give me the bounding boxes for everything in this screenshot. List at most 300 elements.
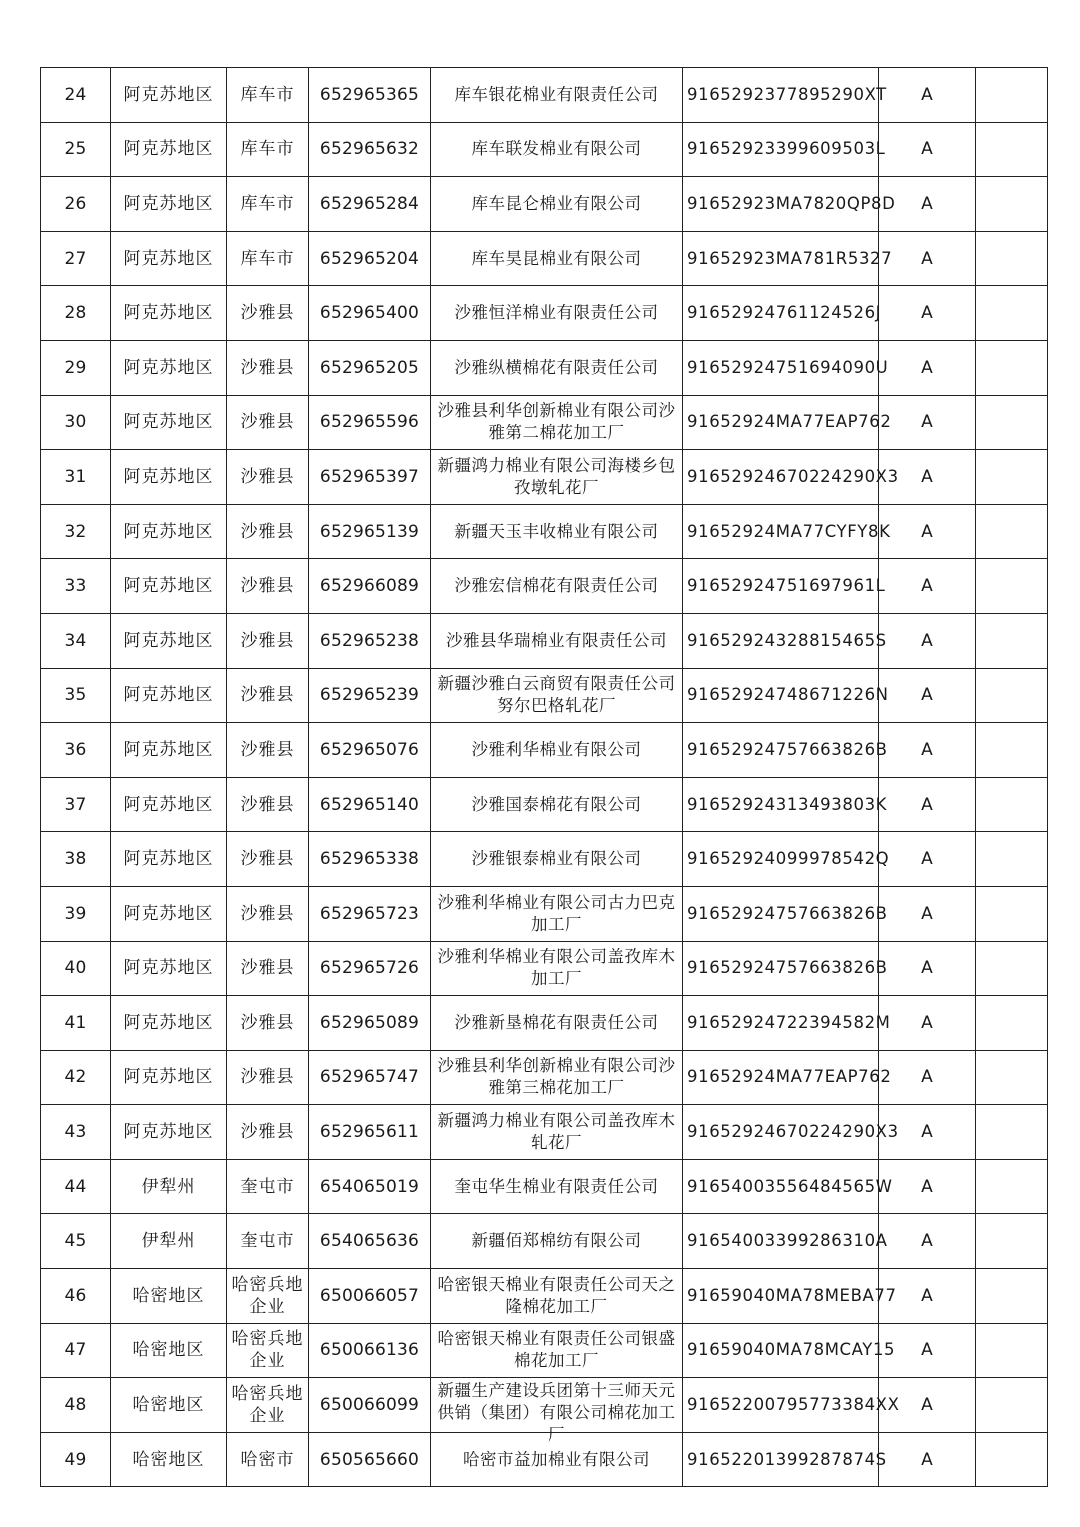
table-row: [41, 231, 1048, 286]
credit-code-cell-text: 91652924748671226N: [687, 685, 889, 705]
grade-cell: [879, 941, 976, 996]
region-cell-text: 伊犁州: [141, 1231, 196, 1252]
county-cell: [227, 1105, 309, 1160]
enterprise-code-cell-text: 652965747: [319, 1067, 420, 1088]
note-cell: [976, 996, 1048, 1051]
region-cell: [111, 1432, 227, 1487]
table-row: [41, 340, 1048, 395]
note-cell: [976, 1050, 1048, 1105]
credit-code-cell-text: 91652924MA77EAP762: [687, 1067, 892, 1087]
note-cell: [976, 1159, 1048, 1214]
table-row: [41, 1269, 1048, 1324]
credit-code-cell-text: 91652924099978542Q: [687, 849, 890, 869]
region-cell-text: 阿克苏地区: [123, 685, 214, 706]
table-row: [41, 1378, 1048, 1433]
row-number-cell-text: 39: [64, 903, 87, 924]
company-name-cell-text: 沙雅利华棉业有限公司: [471, 739, 642, 759]
region-cell-text: 阿克苏地区: [123, 412, 214, 433]
region-cell: [111, 450, 227, 505]
enterprise-code-cell: [309, 613, 431, 668]
credit-code-cell-text: 91659040MA78MEBA77: [687, 1285, 897, 1305]
grade-cell-text: A: [921, 193, 933, 214]
grade-cell-text: A: [921, 1449, 933, 1470]
grade-cell: [879, 1432, 976, 1487]
table-row: [41, 177, 1048, 232]
county-cell-text: 沙雅县: [240, 903, 295, 924]
note-cell: [976, 1269, 1048, 1324]
region-cell: [111, 231, 227, 286]
credit-code-cell: [683, 68, 887, 123]
enterprise-code-cell-text: 652965611: [319, 1122, 420, 1143]
grade-cell: [879, 68, 976, 123]
credit-code-cell: [683, 231, 893, 286]
enterprise-code-cell-text: 652965400: [319, 303, 420, 324]
credit-code-cell: [683, 996, 891, 1051]
row-number-cell-text: 40: [64, 958, 87, 979]
grade-cell: [879, 886, 976, 941]
enterprise-code-cell: [309, 1323, 431, 1378]
table-row: [41, 450, 1048, 505]
enterprise-code-cell: [309, 340, 431, 395]
grade-cell: [879, 613, 976, 668]
row-number-cell-text: 43: [64, 1122, 87, 1143]
credit-code-cell: [683, 941, 888, 996]
grade-cell: [879, 504, 976, 559]
credit-code-cell-text: 9165292377895290XT: [687, 84, 887, 104]
table-row: [41, 723, 1048, 778]
region-cell: [111, 1269, 227, 1324]
grade-cell-text: A: [921, 903, 933, 924]
enterprise-table: [40, 67, 1048, 1487]
credit-code-cell-text: 91652924751697961L: [687, 576, 886, 596]
note-cell: [976, 68, 1048, 123]
table-row: [41, 1159, 1048, 1214]
county-cell: [227, 1432, 309, 1487]
table-row: [41, 504, 1048, 559]
county-cell: [227, 1323, 309, 1378]
enterprise-code-cell: [309, 832, 431, 887]
row-number-cell: [41, 886, 111, 941]
company-name-cell-text: 沙雅宏信棉花有限责任公司: [454, 576, 659, 596]
region-cell: [111, 1159, 227, 1214]
row-number-cell: [41, 613, 111, 668]
grade-cell-text: A: [921, 794, 933, 815]
credit-code-cell-text: 91659040MA78MCAY15: [687, 1340, 896, 1360]
enterprise-code-cell: [309, 886, 431, 941]
region-cell-text: 阿克苏地区: [123, 630, 214, 651]
table-row: [41, 1050, 1048, 1105]
credit-code-cell: [683, 450, 899, 505]
enterprise-code-cell: [309, 777, 431, 832]
enterprise-code-cell: [309, 450, 431, 505]
company-name-cell: [431, 68, 683, 123]
table-row: [41, 832, 1048, 887]
company-name-cell: [431, 1378, 683, 1444]
row-number-cell: [41, 1378, 111, 1433]
note-cell: [976, 1378, 1048, 1433]
enterprise-code-cell-text: 652965632: [319, 139, 420, 160]
credit-code-cell-text: 91652924757663826B: [687, 903, 888, 923]
county-cell-text: 沙雅县: [240, 521, 295, 542]
grade-cell: [879, 1159, 976, 1214]
region-cell-text: 哈密地区: [132, 1395, 205, 1416]
enterprise-code-cell: [309, 996, 431, 1051]
grade-cell-text: A: [921, 1176, 933, 1197]
county-cell: [227, 559, 309, 614]
region-cell-text: 阿克苏地区: [123, 739, 214, 760]
region-cell-text: 伊犁州: [141, 1176, 196, 1197]
row-number-cell-text: 31: [64, 466, 87, 487]
company-name-cell-text: 沙雅国泰棉花有限公司: [471, 794, 642, 814]
row-number-cell-text: 26: [64, 193, 87, 214]
county-cell-text: 库车市: [240, 84, 295, 105]
region-cell-text: 哈密地区: [132, 1285, 205, 1306]
county-cell-text: 沙雅县: [240, 466, 295, 487]
row-number-cell-text: 29: [64, 357, 87, 378]
enterprise-code-cell: [309, 1214, 431, 1269]
grade-cell: [879, 723, 976, 778]
credit-code-cell-text: 91652924313493803K: [687, 794, 888, 814]
enterprise-code-cell-text: 650066057: [319, 1285, 420, 1306]
row-number-cell-text: 42: [64, 1067, 87, 1088]
region-cell-text: 阿克苏地区: [123, 248, 214, 269]
county-cell-text: 沙雅县: [240, 739, 295, 760]
row-number-cell: [41, 340, 111, 395]
grade-cell-text: A: [921, 1067, 933, 1088]
enterprise-table-container: [40, 67, 1047, 1487]
enterprise-code-cell: [309, 1269, 431, 1324]
county-cell: [227, 286, 309, 341]
row-number-cell-text: 49: [64, 1449, 87, 1470]
grade-cell-text: A: [921, 849, 933, 870]
note-cell: [976, 559, 1048, 614]
enterprise-code-cell-text: 650066099: [319, 1395, 420, 1416]
county-cell: [227, 886, 309, 941]
company-name-cell-text: 哈密市益加棉业有限公司: [463, 1449, 650, 1469]
note-cell: [976, 286, 1048, 341]
company-name-cell-text: 沙雅利华棉业有限公司古力巴克加工厂: [437, 892, 676, 934]
credit-code-cell: [683, 1105, 899, 1160]
row-number-cell-text: 45: [64, 1231, 87, 1252]
row-number-cell-text: 33: [64, 576, 87, 597]
region-cell-text: 阿克苏地区: [123, 139, 214, 160]
region-cell: [111, 1214, 227, 1269]
company-name-cell-text: 沙雅新垦棉花有限责任公司: [454, 1012, 659, 1032]
row-number-cell: [41, 286, 111, 341]
company-name-cell-text: 库车联发棉业有限公司: [471, 139, 642, 159]
grade-cell-text: A: [921, 630, 933, 651]
enterprise-code-cell-text: 650066136: [319, 1340, 420, 1361]
enterprise-code-cell: [309, 286, 431, 341]
row-number-cell-text: 48: [64, 1395, 87, 1416]
row-number-cell: [41, 1323, 111, 1378]
county-cell: [227, 231, 309, 286]
company-name-cell: [431, 1323, 683, 1378]
note-cell: [976, 832, 1048, 887]
grade-cell-text: A: [921, 84, 933, 105]
company-name-cell-text: 新疆鸿力棉业有限公司海楼乡包孜墩轧花厂: [437, 455, 676, 497]
credit-code-cell: [683, 1323, 896, 1378]
credit-code-cell: [683, 777, 888, 832]
table-row: [41, 286, 1048, 341]
credit-code-cell-text: 91652201399287874S: [687, 1449, 887, 1469]
grade-cell: [879, 395, 976, 450]
county-cell: [227, 504, 309, 559]
region-cell: [111, 504, 227, 559]
county-cell-text: 奎屯市: [240, 1231, 295, 1252]
credit-code-cell-text: 91652924761124526J: [687, 303, 882, 323]
region-cell: [111, 68, 227, 123]
grade-cell-text: A: [921, 1340, 933, 1361]
company-name-cell: [431, 122, 683, 177]
company-name-cell-text: 沙雅利华棉业有限公司盖孜库木加工厂: [437, 947, 676, 989]
row-number-cell-text: 35: [64, 685, 87, 706]
credit-code-cell-text: 91652924MA77CYFY8K: [687, 521, 891, 541]
enterprise-code-cell-text: 654065636: [319, 1231, 420, 1252]
enterprise-code-cell: [309, 941, 431, 996]
enterprise-code-cell: [309, 559, 431, 614]
region-cell-text: 阿克苏地区: [123, 466, 214, 487]
enterprise-code-cell: [309, 231, 431, 286]
credit-code-cell: [683, 286, 882, 341]
note-cell: [976, 1323, 1048, 1378]
table-row: [41, 777, 1048, 832]
note-cell: [976, 450, 1048, 505]
company-name-cell: [431, 450, 683, 505]
row-number-cell-text: 44: [64, 1176, 87, 1197]
region-cell-text: 阿克苏地区: [123, 576, 214, 597]
company-name-cell-text: 库车昆仑棉业有限公司: [471, 193, 642, 213]
note-cell: [976, 395, 1048, 450]
enterprise-code-cell-text: 652965140: [319, 794, 420, 815]
grade-cell-text: A: [921, 1395, 933, 1416]
company-name-cell-text: 沙雅银泰棉业有限公司: [471, 849, 642, 869]
row-number-cell: [41, 668, 111, 723]
row-number-cell: [41, 1269, 111, 1324]
table-row: [41, 68, 1048, 123]
row-number-cell: [41, 777, 111, 832]
enterprise-code-cell-text: 654065019: [319, 1176, 420, 1197]
company-name-cell-text: 新疆天玉丰收棉业有限公司: [454, 521, 659, 541]
company-name-cell: [431, 395, 683, 450]
company-name-cell: [431, 1105, 683, 1160]
county-cell-text: 沙雅县: [240, 303, 295, 324]
note-cell: [976, 122, 1048, 177]
enterprise-code-cell: [309, 1105, 431, 1160]
region-cell: [111, 177, 227, 232]
credit-code-cell-text: 91652923399609503L: [687, 139, 886, 159]
region-cell: [111, 613, 227, 668]
row-number-cell: [41, 450, 111, 505]
grade-cell: [879, 231, 976, 286]
row-number-cell: [41, 1432, 111, 1487]
grade-cell-text: A: [921, 1285, 933, 1306]
county-cell: [227, 450, 309, 505]
table-row: [41, 122, 1048, 177]
company-name-cell: [431, 559, 683, 614]
row-number-cell: [41, 231, 111, 286]
company-name-cell: [431, 231, 683, 286]
grade-cell: [879, 832, 976, 887]
row-number-cell: [41, 832, 111, 887]
company-name-cell: [431, 1159, 683, 1214]
credit-code-cell-text: 91652924757663826B: [687, 958, 888, 978]
credit-code-cell-text: 91652200795773384XX: [687, 1395, 900, 1415]
county-cell: [227, 613, 309, 668]
region-cell-text: 阿克苏地区: [123, 357, 214, 378]
credit-code-cell: [683, 177, 896, 232]
company-name-cell-text: 新疆鸿力棉业有限公司盖孜库木轧花厂: [437, 1111, 676, 1153]
note-cell: [976, 1432, 1048, 1487]
credit-code-cell: [683, 1269, 897, 1324]
grade-cell-text: A: [921, 412, 933, 433]
enterprise-code-cell-text: 652965284: [319, 193, 420, 214]
table-row: [41, 613, 1048, 668]
county-cell: [227, 1378, 309, 1433]
credit-code-cell-text: 91652924670224290X3: [687, 1122, 899, 1142]
county-cell-text: 沙雅县: [240, 685, 295, 706]
note-cell: [976, 1214, 1048, 1269]
table-row: [41, 1323, 1048, 1378]
region-cell: [111, 1050, 227, 1105]
note-cell: [976, 886, 1048, 941]
region-cell-text: 阿克苏地区: [123, 1122, 214, 1143]
county-cell: [227, 668, 309, 723]
grade-cell: [879, 122, 976, 177]
county-cell: [227, 1214, 309, 1269]
company-name-cell-text: 沙雅县华瑞棉业有限责任公司: [446, 630, 667, 650]
county-cell-text: 沙雅县: [240, 1122, 295, 1143]
enterprise-code-cell: [309, 1159, 431, 1214]
credit-code-cell: [683, 1432, 887, 1487]
county-cell-text: 沙雅县: [240, 1067, 295, 1088]
grade-cell: [879, 1050, 976, 1105]
company-name-cell: [431, 1269, 683, 1324]
note-cell: [976, 613, 1048, 668]
region-cell: [111, 668, 227, 723]
county-cell-text: 沙雅县: [240, 630, 295, 651]
row-number-cell-text: 46: [64, 1285, 87, 1306]
county-cell: [227, 122, 309, 177]
company-name-cell: [431, 286, 683, 341]
credit-code-cell: [683, 395, 892, 450]
county-cell: [227, 996, 309, 1051]
enterprise-code-cell: [309, 1050, 431, 1105]
grade-cell: [879, 996, 976, 1051]
company-name-cell: [431, 941, 683, 996]
row-number-cell: [41, 395, 111, 450]
region-cell: [111, 886, 227, 941]
county-cell: [227, 340, 309, 395]
enterprise-code-cell: [309, 122, 431, 177]
note-cell: [976, 941, 1048, 996]
region-cell: [111, 286, 227, 341]
enterprise-code-cell-text: 652965139: [319, 521, 420, 542]
region-cell: [111, 1323, 227, 1378]
company-name-cell-text: 新疆沙雅白云商贸有限责任公司努尔巴格轧花厂: [437, 674, 676, 716]
grade-cell-text: A: [921, 303, 933, 324]
grade-cell-text: A: [921, 685, 933, 706]
credit-code-cell-text: 91652924757663826B: [687, 739, 888, 759]
region-cell-text: 哈密地区: [132, 1449, 205, 1470]
credit-code-cell-text: 91652923MA7820QP8D: [687, 193, 896, 213]
county-cell: [227, 177, 309, 232]
row-number-cell-text: 30: [64, 412, 87, 433]
company-name-cell-text: 新疆佰郑棉纺有限公司: [471, 1231, 642, 1251]
region-cell-text: 阿克苏地区: [123, 193, 214, 214]
region-cell: [111, 941, 227, 996]
enterprise-code-cell: [309, 668, 431, 723]
enterprise-code-cell-text: 650565660: [319, 1449, 420, 1470]
table-row: [41, 941, 1048, 996]
credit-code-cell-text: 91652924MA77EAP762: [687, 412, 892, 432]
county-cell: [227, 777, 309, 832]
grade-cell-text: A: [921, 1012, 933, 1033]
credit-code-cell: [683, 1378, 900, 1433]
region-cell: [111, 723, 227, 778]
grade-cell: [879, 1214, 976, 1269]
company-name-cell-text: 沙雅县利华创新棉业有限公司沙雅第三棉花加工厂: [437, 1056, 676, 1098]
credit-code-cell: [683, 613, 887, 668]
company-name-cell-text: 新疆生产建设兵团第十三师天元供销（集团）有限公司棉花加工厂: [437, 1380, 676, 1444]
county-cell-text: 哈密兵地企业: [231, 1384, 304, 1427]
row-number-cell: [41, 1159, 111, 1214]
county-cell-text: 沙雅县: [240, 794, 295, 815]
table-row: [41, 559, 1048, 614]
county-cell-text: 奎屯市: [240, 1176, 295, 1197]
grade-cell-text: A: [921, 1122, 933, 1143]
table-row: [41, 395, 1048, 450]
region-cell: [111, 777, 227, 832]
note-cell: [976, 504, 1048, 559]
grade-cell-text: A: [921, 357, 933, 378]
grade-cell: [879, 777, 976, 832]
county-cell-text: 哈密兵地企业: [231, 1329, 304, 1372]
enterprise-code-cell-text: 652966089: [319, 576, 420, 597]
credit-code-cell: [683, 1214, 888, 1269]
table-row: [41, 1214, 1048, 1269]
row-number-cell-text: 34: [64, 630, 87, 651]
enterprise-code-cell-text: 652965204: [319, 248, 420, 269]
credit-code-cell-text: 91652924722394582M: [687, 1012, 891, 1032]
grade-cell: [879, 559, 976, 614]
table-row: [41, 668, 1048, 723]
row-number-cell: [41, 941, 111, 996]
table-body: [41, 68, 1048, 1487]
grade-cell-text: A: [921, 248, 933, 269]
enterprise-code-cell: [309, 177, 431, 232]
credit-code-cell: [683, 122, 886, 177]
county-cell-text: 库车市: [240, 193, 295, 214]
credit-code-cell-text: 91652923MA781R5327: [687, 248, 893, 268]
table-row: [41, 996, 1048, 1051]
row-number-cell-text: 32: [64, 521, 87, 542]
row-number-cell: [41, 122, 111, 177]
county-cell-text: 沙雅县: [240, 357, 295, 378]
company-name-cell: [431, 1050, 683, 1105]
region-cell: [111, 1105, 227, 1160]
row-number-cell-text: 28: [64, 303, 87, 324]
grade-cell-text: A: [921, 576, 933, 597]
enterprise-code-cell-text: 652965726: [319, 958, 420, 979]
company-name-cell: [431, 340, 683, 395]
credit-code-cell: [683, 504, 891, 559]
county-cell-text: 沙雅县: [240, 576, 295, 597]
credit-code-cell: [683, 1050, 892, 1105]
county-cell: [227, 1050, 309, 1105]
enterprise-code-cell-text: 652965338: [319, 849, 420, 870]
enterprise-code-cell: [309, 1378, 431, 1433]
